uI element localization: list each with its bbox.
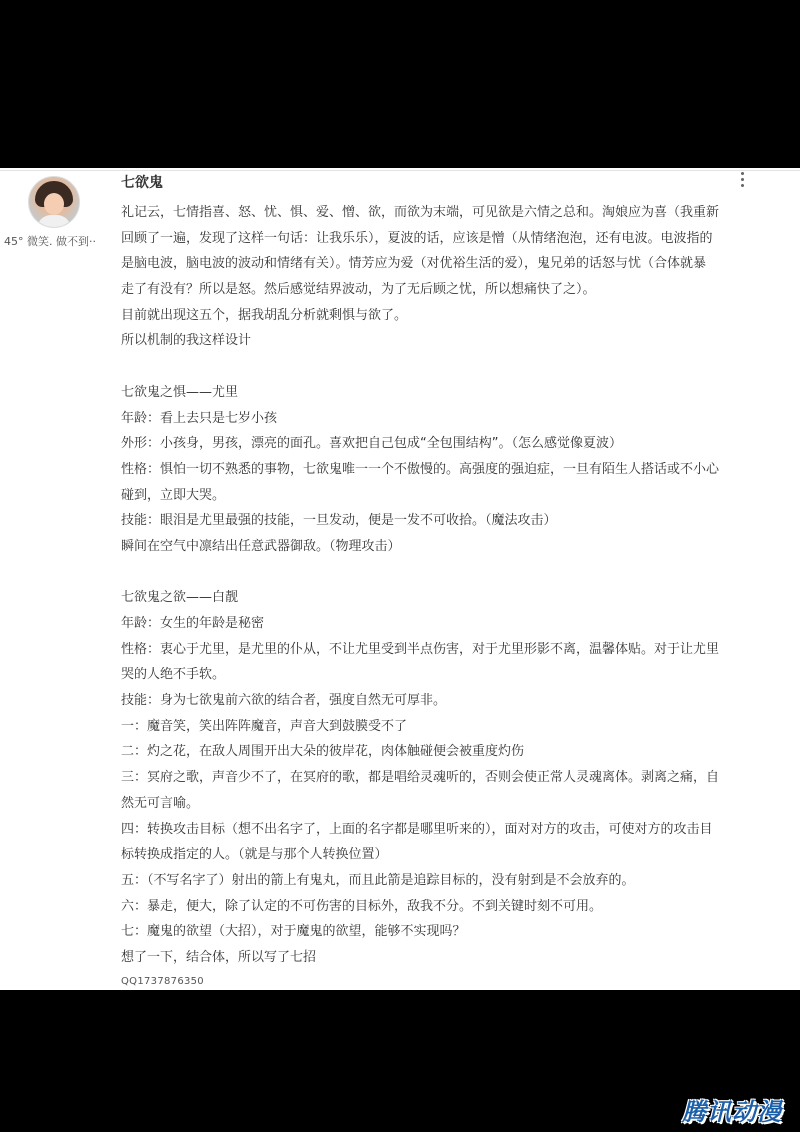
post-line: 瞬间在空气中凛结出任意武器御敌。（物理攻击） xyxy=(121,538,401,554)
post-title: 七欲鬼 xyxy=(121,175,163,191)
post-line: 技能：眼泪是尤里最强的技能，一旦发动，便是一发不可收拾。（魔法攻击） xyxy=(121,513,557,529)
user-caption[interactable]: 45° 微笑. 做不到·· xyxy=(4,235,96,248)
post-line: 然无可言喻。 xyxy=(121,795,200,811)
post-line: 四：转换攻击目标（想不出名字了，上面的名字都是哪里听来的），面对对方的攻击，可使对方的攻击目 xyxy=(121,821,713,837)
post-line: 目前就出现这五个，据我胡乱分析就剩惧与欲了。 xyxy=(121,307,408,323)
post-line: 年龄：看上去只是七岁小孩 xyxy=(121,410,278,426)
post-line: 二：灼之花，在敌人周围开出大朵的彼岸花，肉体触碰便会被重度灼伤 xyxy=(121,744,525,760)
post-line: 是脑电波，脑电波的波动和情绪有关）。情芳应为爱（对优裕生活的爱），鬼兄弟的话怒与忧（合体就暴 xyxy=(121,256,707,272)
post-line: 想了一下，结合体，所以写了七招 xyxy=(121,949,317,965)
post-line: 三：冥府之歌，声音少不了，在冥府的歌，都是唱给灵魂听的，否则会使正常人灵魂离体。剥离之痛，自 xyxy=(121,770,720,786)
post-body xyxy=(121,200,721,971)
blank-line xyxy=(121,560,721,586)
post-line: 性格：衷心于尤里，是尤里的仆从，不让尤里受到半点伤害，对于尤里形影不离，温馨体贴。对于让尤里 xyxy=(121,641,720,657)
post-line: 走了有没有？所以是怒。然后感觉结界波动，为了无后顾之忧，所以想痛快了之）。 xyxy=(121,282,596,298)
post-line: 所以机制的我这样设计 xyxy=(121,333,252,349)
top-divider xyxy=(0,170,800,171)
post-line: 技能：身为七欲鬼前六欲的结合者，强度自然无可厚非。 xyxy=(121,693,447,709)
post-line: 七：魔鬼的欲望（大招），对于魔鬼的欲望，能够不实现吗？ xyxy=(121,924,466,940)
section-heading: 七欲鬼之惧——尤里 xyxy=(121,384,239,400)
blank-line xyxy=(121,354,721,380)
section-heading: 七欲鬼之欲——白靓 xyxy=(121,590,239,606)
post-line: 年龄：女生的年龄是秘密 xyxy=(121,616,265,631)
post-line: 性格：惧怕一切不熟悉的事物，七欲鬼唯一一个不傲慢的。高强度的强迫症，一旦有陌生人搭话或不小心 xyxy=(121,461,720,477)
avatar-face xyxy=(44,193,64,215)
post-line: 碰到，立即大哭。 xyxy=(121,487,226,503)
post-line: 回顾了一遍，发现了这样一句话：让我乐乐），夏波的话，应该是憎（从情绪泡泡，还有电波。电波指的 xyxy=(121,230,713,246)
watermark-logo: 腾讯动漫 xyxy=(682,1098,782,1126)
user-avatar[interactable] xyxy=(28,176,80,228)
post-line: 标转换成指定的人。（就是与那个人转换位置） xyxy=(121,847,388,863)
avatar-shirt xyxy=(37,215,71,228)
qq-number: QQ1737876350 xyxy=(121,976,204,987)
post-line: 礼记云，七情指喜、怒、忧、惧、爱、憎、欲，而欲为末端，可见欲是六情之总和。淘娘应为喜（我重新 xyxy=(121,205,720,220)
more-vertical-icon[interactable] xyxy=(736,170,748,190)
post-line: 哭的人绝不手软。 xyxy=(121,667,226,683)
post-line: 五：（不写名字了）射出的箭上有鬼丸，而且此箭是追踪目标的，没有射到是不会放弃的。 xyxy=(121,872,635,888)
post-line: 一：魔音笑，笑出阵阵魔音，声音大到鼓膜受不了 xyxy=(121,718,408,734)
post-panel xyxy=(0,168,800,990)
post-line: 六：暴走，便大，除了认定的不可伤害的目标外，敌我不分。不到关键时刻不可用。 xyxy=(121,898,603,914)
post-line: 外形：小孩身，男孩，漂亮的面孔。喜欢把自己包成“全包围结构”。（怎么感觉像夏波） xyxy=(121,436,622,452)
